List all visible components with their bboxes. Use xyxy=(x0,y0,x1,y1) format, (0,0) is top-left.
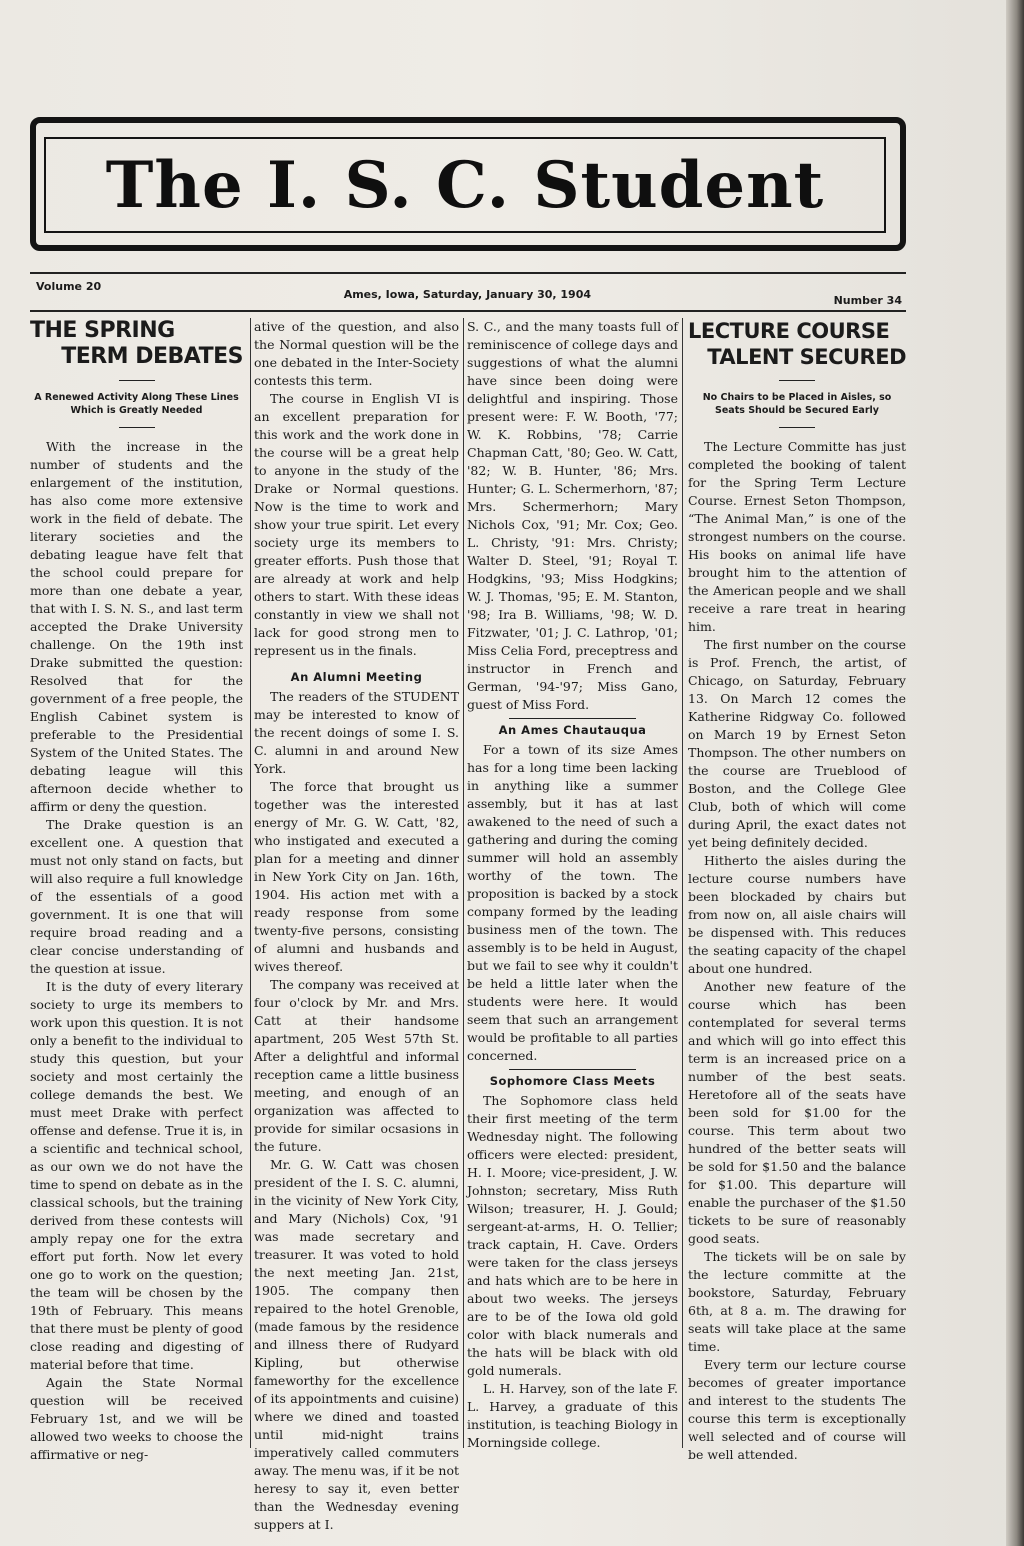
dateline xyxy=(36,280,902,307)
lecture-headline-line-2: TALENT SECURED xyxy=(707,345,906,369)
masthead-frame xyxy=(30,117,906,251)
paragraph: It is the duty of every literary society to urge its members to work upon this question. It is not only a benefit to the individual to study this question, but your society and most certainly the college demands the best. We must meet Drake with perfect offense and defense. True it is, in a scientific and technical school, as our own we do not have the time to spend on debate as in the classical schools, but the training derived from these contests will amply repay one for the extra effort put forth. Now let every one go to work on the question; the team will be chosen by the 19th of February. This means that there must be plenty of good close reading and digesting of material before that time. xyxy=(30,979,243,1372)
column-3 xyxy=(467,318,678,1450)
paragraph: Another new feature of the course which has been contemplated for several terms and which will go into effect this term is an increased price on a number of the best seats. Heretofore all of the seats have been sold for $1.00 for the course. This term about two hundred of the better seats will be sold for $1.50 and the balance for $1.00. This departure will enable the purchaser of the $1.50 tickets to be sure of reasonably good seats. xyxy=(688,979,906,1246)
lecture-subhead: No Chairs to be Placed in Aisles, so Seats Should be Secured Early xyxy=(702,392,892,416)
paragraph: ative of the question, and also the Normal question will be the one debated in the Inter-Society contests this term. xyxy=(254,319,459,388)
alumni-meeting-heading: An Alumni Meeting xyxy=(290,670,423,684)
paragraph: The Drake question is an excellent one. A question that must not only stand on facts, but will also require a full knowledge of the essentials of a good government. It is one that will require broad reading and a clear concise understanding of the question at issue. xyxy=(30,817,243,976)
column-2 xyxy=(254,318,459,1532)
lecture-headline-line-1: LECTURE COURSE xyxy=(688,319,890,343)
paragraph: Every term our lecture course becomes of greater importance and interest to the students The course this term is exceptionally well selected and of course will be well attended. xyxy=(688,1357,906,1462)
chautauqua-heading: An Ames Chautauqua xyxy=(498,723,647,737)
paragraph: The company was received at four o'clock by Mr. and Mrs. Catt at their handsome apartment, 205 West 57th St. After a delightful and informal reception came a little business meeting, and enough of an organization was affected to provide for similar ocsasions in the future. xyxy=(254,977,459,1154)
paragraph: With the increase in the number of students and the enlargement of the institution, has also come more extensive work in the field of debate. The literary societies and the debating league have felt that the school could prepare for more than one debate a year, that with I. S. N. S., and last term accepted the Drake University challenge. On the 19th inst Drake submitted the question: Resolved that for the government of a free people, the English Cabinet system is preferable to the Presidential System of the United States. The debating league will this afternoon decide whether to affirm or deny the question. xyxy=(30,439,243,814)
paragraph: The readers of the STUDENT may be interested to know of the recent doings of some I. S. C. alumni in and around New York. xyxy=(254,689,459,776)
paragraph: The Lecture Committe has just completed the booking of talent for the Spring Term Lecture Course. Ernest Seton Thompson, “The Animal Man,” is one of the strongest numbers on the course. His books on animal life have brought him to the attention of the American people and we shall receive a rare treat in hearing him. xyxy=(688,439,906,634)
headline-divider xyxy=(779,380,815,381)
column-rule-3 xyxy=(682,318,683,1448)
subhead-divider xyxy=(779,427,815,428)
section-divider xyxy=(509,1069,636,1070)
debates-subhead: A Renewed Activity Along These Lines Which is Greatly Needed xyxy=(34,392,239,416)
paragraph: The course in English VI is an excellent preparation for this work and the work done in the course will be a great help to anyone in the study of the Drake or Normal questions. Now is the time to work and show your true spirit. Let every society urge its members to greater efforts. Push those that are already at work and help others to start. With these ideas constantly in view we shall not lack for good strong men to represent us in the finals. xyxy=(254,391,459,658)
section-divider xyxy=(509,718,636,719)
column-4 xyxy=(688,318,906,1462)
place-date: Ames, Iowa, Saturday, January 30, 1904 xyxy=(343,288,592,301)
masthead-inner-frame xyxy=(44,137,886,233)
sophomore-heading: Sophomore Class Meets xyxy=(489,1074,656,1088)
masthead-title: The I. S. C. Student xyxy=(105,147,825,223)
debates-headline-line-1: THE SPRING xyxy=(30,318,175,343)
column-1 xyxy=(30,318,243,1462)
paragraph: The force that brought us together was the interested energy of Mr. G. W. Catt, '82, who instigated and executed a plan for a meeting and dinner in New York City on Jan. 16th, 1904. His action met with a ready response from some twenty-five persons, consisting of alumni and husbands and wives thereof. xyxy=(254,779,459,974)
page-edge xyxy=(1006,0,1024,1546)
paragraph: S. C., and the many toasts full of reminiscence of college days and suggestions of what the alumni have since been doing were delightful and inspiring. Those present were: F. W. Booth, '77; W. K. Robbins, '78; Carrie Chapman Catt, '80; Geo. W. Catt, '82; W. B. Hunter, '86; Mrs. Hunter; G. L. Schermerhorn, '87; Mrs. Schermerhorn; Mary Nichols Cox, '91; Mr. Cox; Geo. L. Christy, '91: Mrs. Christy; Walter D. Steel, '91; Royal T. Hodgkins, '93; Miss Hodgkins; W. J. Thomas, '95; E. M. Stanton, '98; Ira B. Williams, '98; W. D. Fitzwater, '01; J. C. Lathrop, '01; Miss Celia Ford, preceptress and instructor in French and German, '94-'97; Miss Gano, guest of Miss Ford. xyxy=(467,319,678,712)
paragraph: L. H. Harvey, son of the late F. L. Harvey, a graduate of this institution, is teaching Biology in Morningside college. xyxy=(467,1381,678,1450)
paragraph: Hitherto the aisles during the lecture course numbers have been blockaded by chairs but from now on, all aisle chairs will be dispensed with. This reduces the seating capacity of the chapel about one hundred. xyxy=(688,853,906,976)
paragraph: For a town of its size Ames has for a long time been lacking in anything like a summer assembly, but it has at last awakened to the need of such a gathering and during the coming summer will hold an assembly worthy of the town. The proposition is backed by a stock company formed by the leading business men of the town. The assembly is to be held in August, but we fail to see why it couldn't be held a little later when the students were here. It would seem that such an arrangement would be profitable to all parties concerned. xyxy=(467,742,678,1063)
subhead-divider xyxy=(119,427,155,428)
paragraph: The Sophomore class held their first meeting of the term Wednesday night. The following officers were elected: president, H. I. Moore; vice-president, J. W. Johnston; secretary, Miss Ruth Wilson; treasurer, H. J. Gould; sergeant-at-arms, H. O. Tellier; track captain, H. Cave. Orders were taken for the class jerseys and hats which are to be here in about two weeks. The jerseys are to be of the Iowa old gold color with black numerals and the hats will be black with old gold numerals. xyxy=(467,1093,678,1378)
issue-number: Number 34 xyxy=(833,294,902,307)
paragraph: Mr. G. W. Catt was chosen president of the I. S. C. alumni, in the vicinity of New York City, and Mary (Nichols) Cox, '91 was made secretary and treasurer. It was voted to hold the next meeting Jan. 21st, 1905. The company then repaired to the hotel Grenoble, (made famous by the residence and illness there of Rudyard Kipling, but otherwise fameworthy for the excellence of its appointments and cuisine) where we dined and toasted until mid-night trains imperatively called commuters away. The menu was, if it be not heresy to say it, even better than the Wednesday evening suppers at I. xyxy=(254,1157,459,1532)
headline-divider xyxy=(119,380,155,381)
column-rule-2 xyxy=(463,318,464,1448)
dateline-bottom-rule xyxy=(30,310,906,312)
column-rule-1 xyxy=(250,318,251,1448)
volume-label: Volume 20 xyxy=(36,280,102,293)
paragraph: The tickets will be on sale by the lecture committe at the bookstore, Saturday, February 6th, at 8 a. m. The drawing for seats will take place at the same time. xyxy=(688,1249,906,1354)
paragraph: The first number on the course is Prof. French, the artist, of Chicago, on Saturday, February 13. On March 12 comes the Katherine Ridgway Co. followed on March 19 by Ernest Seton Thompson. The other numbers on the course are Trueblood of Boston, and the College Glee Club, both of which will come during April, the exact dates not yet being definitely decided. xyxy=(688,637,906,850)
debates-headline-line-2: TERM DEBATES xyxy=(61,344,243,369)
paragraph: Again the State Normal question will be received February 1st, and we will be allowed two weeks to choose the affirmative or neg- xyxy=(30,1375,243,1462)
dateline-top-rule xyxy=(30,272,906,274)
